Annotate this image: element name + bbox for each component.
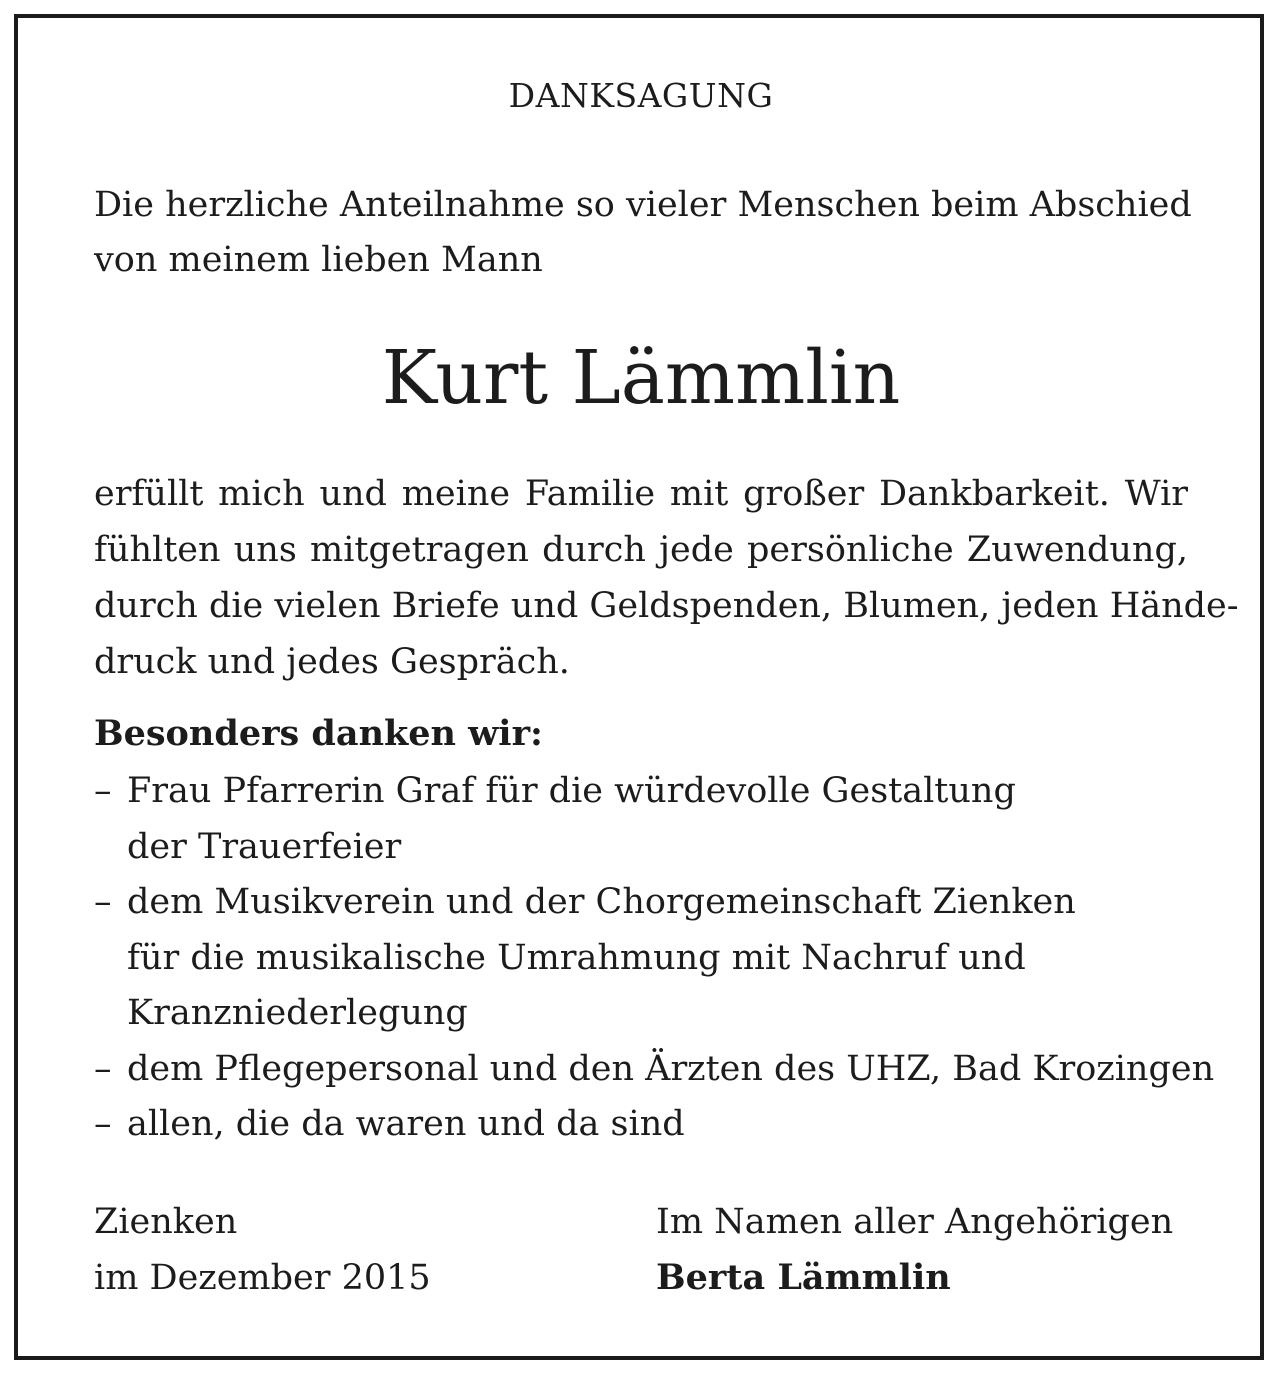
dash-bullet: – xyxy=(94,882,112,922)
dash-bullet: – xyxy=(94,1048,112,1089)
intro-line: Die herzliche Anteilnahme so vieler Menschen beim Abschied xyxy=(94,185,1192,225)
place: Zienken xyxy=(94,1202,238,1242)
paragraph-line: erfüllt mich und meine Familie mit großer Dankbarkeit. Wir xyxy=(94,474,1188,514)
list-item xyxy=(94,1042,1215,1098)
list-item-line: der Trauerfeier xyxy=(127,826,402,867)
paragraph-line: druck und jedes Gespräch. xyxy=(94,642,570,682)
list-item-line: allen, die da waren und da sind xyxy=(127,1104,685,1144)
thanks-list xyxy=(94,764,1215,1153)
list-item xyxy=(94,764,1188,875)
paragraph-line: fühlten uns mitgetragen durch jede persönliche Zuwendung, xyxy=(94,530,1188,570)
list-item-line: Frau Pfarrerin Graf für die würdevolle Gestaltung xyxy=(127,771,1016,811)
date: im Dezember 2015 xyxy=(94,1258,431,1298)
signature-block xyxy=(656,1194,1173,1306)
thanks-heading: Besonders danken wir: xyxy=(94,713,543,754)
list-item-line: für die musikalische Umrahmung mit Nachruf und xyxy=(127,937,1026,978)
gratitude-paragraph xyxy=(94,466,1239,690)
list-item-line: dem Musikverein und der Chorgemeinschaft Zienken xyxy=(127,882,1076,922)
notice-title: DANKSAGUNG xyxy=(508,76,774,115)
deceased-name: Kurt Lämmlin xyxy=(381,335,901,421)
signoff: Im Namen aller Angehörigen xyxy=(656,1202,1174,1242)
list-item-line: dem Pflegepersonal und den Ärzten des UHZ, Bad Krozingen xyxy=(127,1048,1215,1089)
list-item xyxy=(94,875,1188,1042)
paragraph-line: durch die vielen Briefe und Geldspenden, Blumen, jeden Hände- xyxy=(94,586,1239,626)
signer-name: Berta Lämmlin xyxy=(656,1257,951,1298)
dash-bullet: – xyxy=(94,1104,112,1144)
notice-frame xyxy=(14,14,1264,1360)
intro-paragraph xyxy=(94,178,1192,288)
dash-bullet: – xyxy=(94,771,112,811)
list-item xyxy=(94,1097,1188,1153)
list-item-line: Kranzniederlegung xyxy=(127,993,468,1033)
place-and-date xyxy=(94,1194,431,1306)
intro-line: von meinem lieben Mann xyxy=(94,240,543,280)
